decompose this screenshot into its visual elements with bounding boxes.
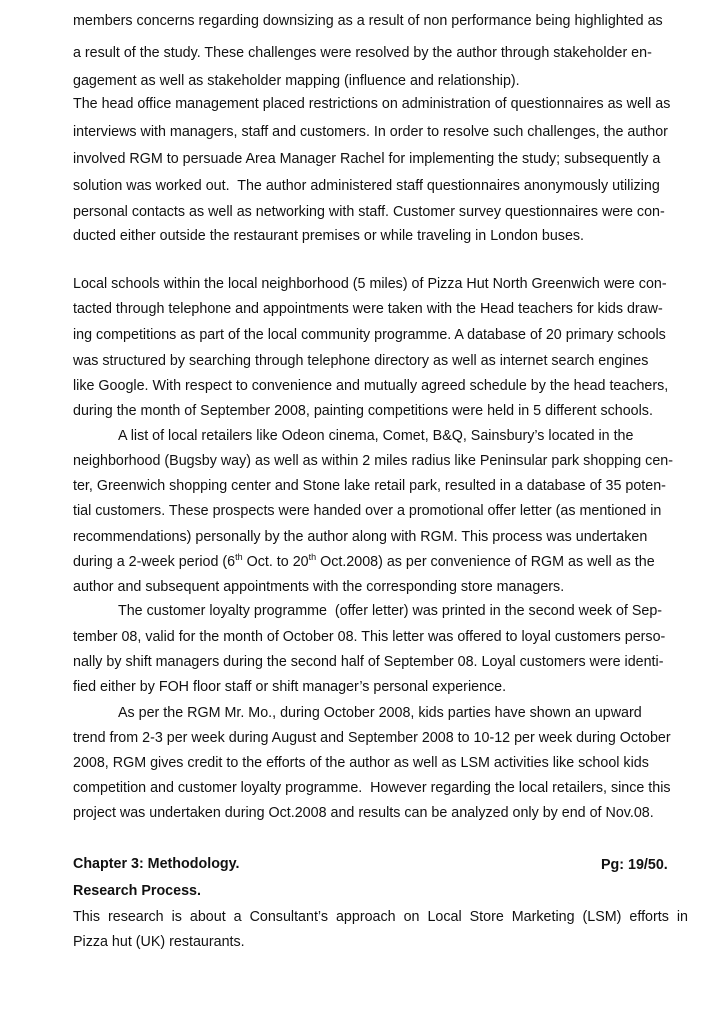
text-line: tember 08, valid for the month of October 08. This letter was offered to loyal customers perso- [73,629,666,645]
text-line: This research is about a Consultant’s approach on Local Store Marketing (LSM) efforts in [73,909,688,925]
text-line: nally by shift managers during the second half of September 08. Loyal customers were identi- [73,654,664,670]
ordinal-superscript: th [308,552,317,562]
text-line: The head office management placed restrictions on administration of questionnaires as well as [73,96,671,112]
text-line: involved RGM to persuade Area Manager Rachel for implementing the study; subsequently a [73,151,661,167]
text-segment: Oct. to 20 [242,554,309,570]
text-line: trend from 2-3 per week during August and September 2008 to 10-12 per week during October [73,730,671,746]
text-line: members concerns regarding downsizing as a result of non performance being highlighted as [73,13,663,29]
text-line: tial customers. These prospects were handed over a promotional offer letter (as mentioned in [73,503,662,519]
text-line: 2008, RGM gives credit to the efforts of the author as well as LSM activities like school kids [73,755,649,771]
text-line: A list of local retailers like Odeon cinema, Comet, B&Q, Sainsbury’s located in the [118,428,634,444]
text-line: fied either by FOH floor staff or shift manager’s personal experience. [73,679,507,695]
text-line: As per the RGM Mr. Mo., during October 2008, kids parties have shown an upward [118,705,642,721]
text-segment: during a 2-week period (6 [73,554,236,570]
text-line: ter, Greenwich shopping center and Stone lake retail park, resulted in a database of 35 poten- [73,478,666,494]
text-line: like Google. With respect to convenience and mutually agreed schedule by the head teachers, [73,378,669,394]
chapter-heading: Chapter 3: Methodology. [73,856,240,872]
ordinal-superscript: th [235,552,243,562]
text-line: ducted either outside the restaurant premises or while traveling in London buses. [73,228,585,244]
text-line: solution was worked out. The author administered staff questionnaires anonymously utilizing [73,178,660,194]
text-line: project was undertaken during Oct.2008 and results can be analyzed only by end of Nov.08. [73,805,654,821]
text-line: competition and customer loyalty programme. However regarding the local retailers, since this [73,780,671,796]
text-line: a result of the study. These challenges were resolved by the author through stakeholder en- [73,45,652,61]
text-line: tacted through telephone and appointments were taken with the Head teachers for kids draw- [73,301,663,317]
page-reference: Pg: 19/50. [601,857,668,873]
text-line: ing competitions as part of the local community programme. A database of 20 primary schools [73,327,666,343]
text-line: interviews with managers, staff and customers. In order to resolve such challenges, the author [73,124,668,140]
text-line: neighborhood (Bugsby way) as well as within 2 miles radius like Peninsular park shopping cen- [73,453,673,469]
text-line: during the month of September 2008, painting competitions were held in 5 different schools. [73,403,653,419]
text-line: gagement as well as stakeholder mapping (influence and relationship). [73,73,520,89]
text-line: recommendations) personally by the author along with RGM. This process was undertaken [73,529,648,545]
text-segment: Oct.2008) as per convenience of RGM as well as the [316,554,655,570]
text-line-with-superscripts [73,552,655,570]
text-line: author and subsequent appointments with the corresponding store managers. [73,579,565,595]
text-line: Local schools within the local neighborhood (5 miles) of Pizza Hut North Greenwich were con- [73,276,667,292]
text-line: was structured by searching through telephone directory as well as internet search engines [73,353,649,369]
text-line: Pizza hut (UK) restaurants. [73,934,245,950]
section-subheading: Research Process. [73,883,201,899]
text-line: The customer loyalty programme (offer letter) was printed in the second week of Sep- [118,603,663,619]
text-line: personal contacts as well as networking with staff. Customer survey questionnaires were con- [73,204,665,220]
